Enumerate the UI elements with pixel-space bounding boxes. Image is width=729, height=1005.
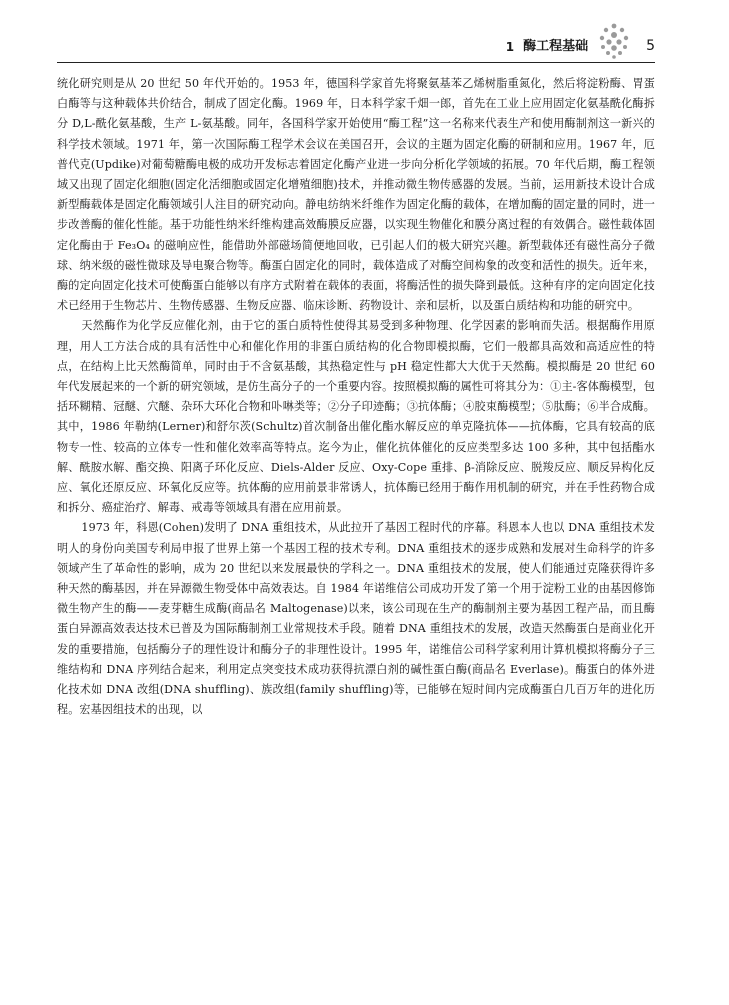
chapter-title: 酶工程基础 bbox=[523, 39, 589, 54]
paragraph-dna-recombination: 1973 年，科恩(Cohen)发明了 DNA 重组技术，从此拉开了基因工程时代的序幕。科恩本人也以 DNA 重组技术发明人的身份向美国专利局申报了世界上第一个基因工程的技术专利。DNA 重组技术的逐步成熟和发展对生命科学的许多领域产生了革命性的影响，成为 20 世纪以来发展最快的学科之一。DNA 重组技术的发展，使人们能通过克隆获得许多种天然的酶基因，并在异源微生物受体中高效表达。自 1984 年诺维信公司成功开发了第一个用于淀粉工业的由基因修饰微生物产生的酶——麦芽糖生成酶(商品名 Maltogenase)以来，该公司现在生产的酶制剂主要为基因工程产品，而且酶蛋白异源高效表达技术已普及为国际酶制剂工业常规技术手段。随着 DNA 重组技术的发展，改造天然酶蛋白是商业化开发的重要措施，包括酶分子的理性设计和酶分子的非理性设计。1995 年，诺维信公司科学家利用计算机模拟将酶分子三维结构和 DNA 序列结合起来，利用定点突变技术成功获得抗漂白剂的碱性蛋白酶(商品名 Everlase)。酶蛋白的体外进化技术如 DNA 改组(DNA shuffling)、族改组(family shuffling)等，已能够在短时间内完成酶蛋白几百万年的进化历程。宏基因组技术的出现，以 bbox=[57, 521, 655, 717]
body-text bbox=[57, 74, 655, 721]
molecule-cluster-icon bbox=[597, 22, 631, 60]
header-right-group bbox=[506, 22, 655, 54]
page-number: 5 bbox=[646, 38, 655, 54]
paragraph-mimic-enzymes: 天然酶作为化学反应催化剂，由于它的蛋白质特性使得其易受到多种物理、化学因素的影响而失活。根据酶作用原理，用人工方法合成的具有活性中心和催化作用的非蛋白质结构的化合物即模拟酶，它们一般都具高效和高适应性的特点，在结构上比天然酶简单，同时由于不含氨基酸，其热稳定性与 pH 稳定性都大大优于天然酶。模拟酶是 20 世纪 60 年代发展起来的一个新的研究领域，是仿生高分子的一个重要内容。按照模拟酶的属性可将其分为：①主-客体酶模型，包括环糊精、冠醚、穴醚、杂环大环化合物和卟啉类等；②分子印迹酶；③抗体酶；④胶束酶模型；⑤肽酶；⑥半合成酶。其中，1986 年勒纳(Lerner)和舒尔茨(Schultz)首次制备出催化酯水解反应的单克隆抗体——抗体酶，它具有较高的底物专一性、较高的立体专一性和催化效率高等特点。迄今为止，催化抗体催化的反应类型多达 100 多种，其中包括酯水解、酰胺水解、酯交换、阳离子环化反应、Diels-Alder 反应、Oxy-Cope 重排、β-消除反应、脱羧反应、顺反异构化反应、氧化还原反应、环氧化反应等。抗体酶的应用前景非常诱人，抗体酶已经用于酶作用机制的研究，并在手性药物合成和拆分、癌症治疗、解毒、戒毒等领域具有潜在应用前景。 bbox=[57, 319, 655, 515]
paragraph-immobilized-enzyme-history: 统化研究则是从 20 世纪 50 年代开始的。1953 年，德国科学家首先将聚氨基苯乙烯树脂重氮化，然后将淀粉酶、胃蛋白酶等与这种载体共价结合，制成了固定化酶。1969 年，日本科学家千畑一郎，首先在工业上应用固定化氨基酰化酶拆分 D,L-酰化氨基酸，生产 L-氨基酸。同年，各国科学家开始使用“酶工程”这一名称来代表生产和使用酶制剂这一新兴的科学技术领域。1971 年，第一次国际酶工程学术会议在美国召开，会议的主题为固定化酶的研制和应用。1967 年，厄普代克(Updike)对葡萄糖酶电极的成功开发标志着固定化酶产业进一步向分析化学领域的拓展。70 年代后期，酶工程领域又出现了固定化细胞(固定化活细胞或固定化增殖细胞)技术，并推动微生物传感器的发展。当前，运用新技术设计合成新型酶载体是固定化酶领域引人注目的研究动向。静电纺纳米纤维作为固定化酶的载体，在增加酶的固定量的同时，进一步改善酶的催化性能。基于功能性纳米纤维构建高效酶膜反应器，以实现生物催化和膜分离过程的有效偶合。磁性载体固定化酶由于 Fe₃O₄ 的磁响应性，能借助外部磁场简便地回收，已引起人们的极大研究兴趣。新型载体还有磁性高分子微球、纳米级的磁性微球及导电聚合物等。酶蛋白固定化的同时，载体造成了对酶空间构象的改变和活性的损失。近年来，酶的定向固定化技术可使酶蛋白能够以有序方式附着在载体的表面，将酶活性的损失降到最低。这种有序的定向固定化技术已经用于生物芯片、生物传感器、生物反应器、临床诊断、药物设计、亲和层析，以及蛋白质结构和功能的研究中。 bbox=[57, 77, 655, 313]
running-header bbox=[57, 16, 655, 63]
chapter-number: 1 bbox=[505, 40, 515, 54]
